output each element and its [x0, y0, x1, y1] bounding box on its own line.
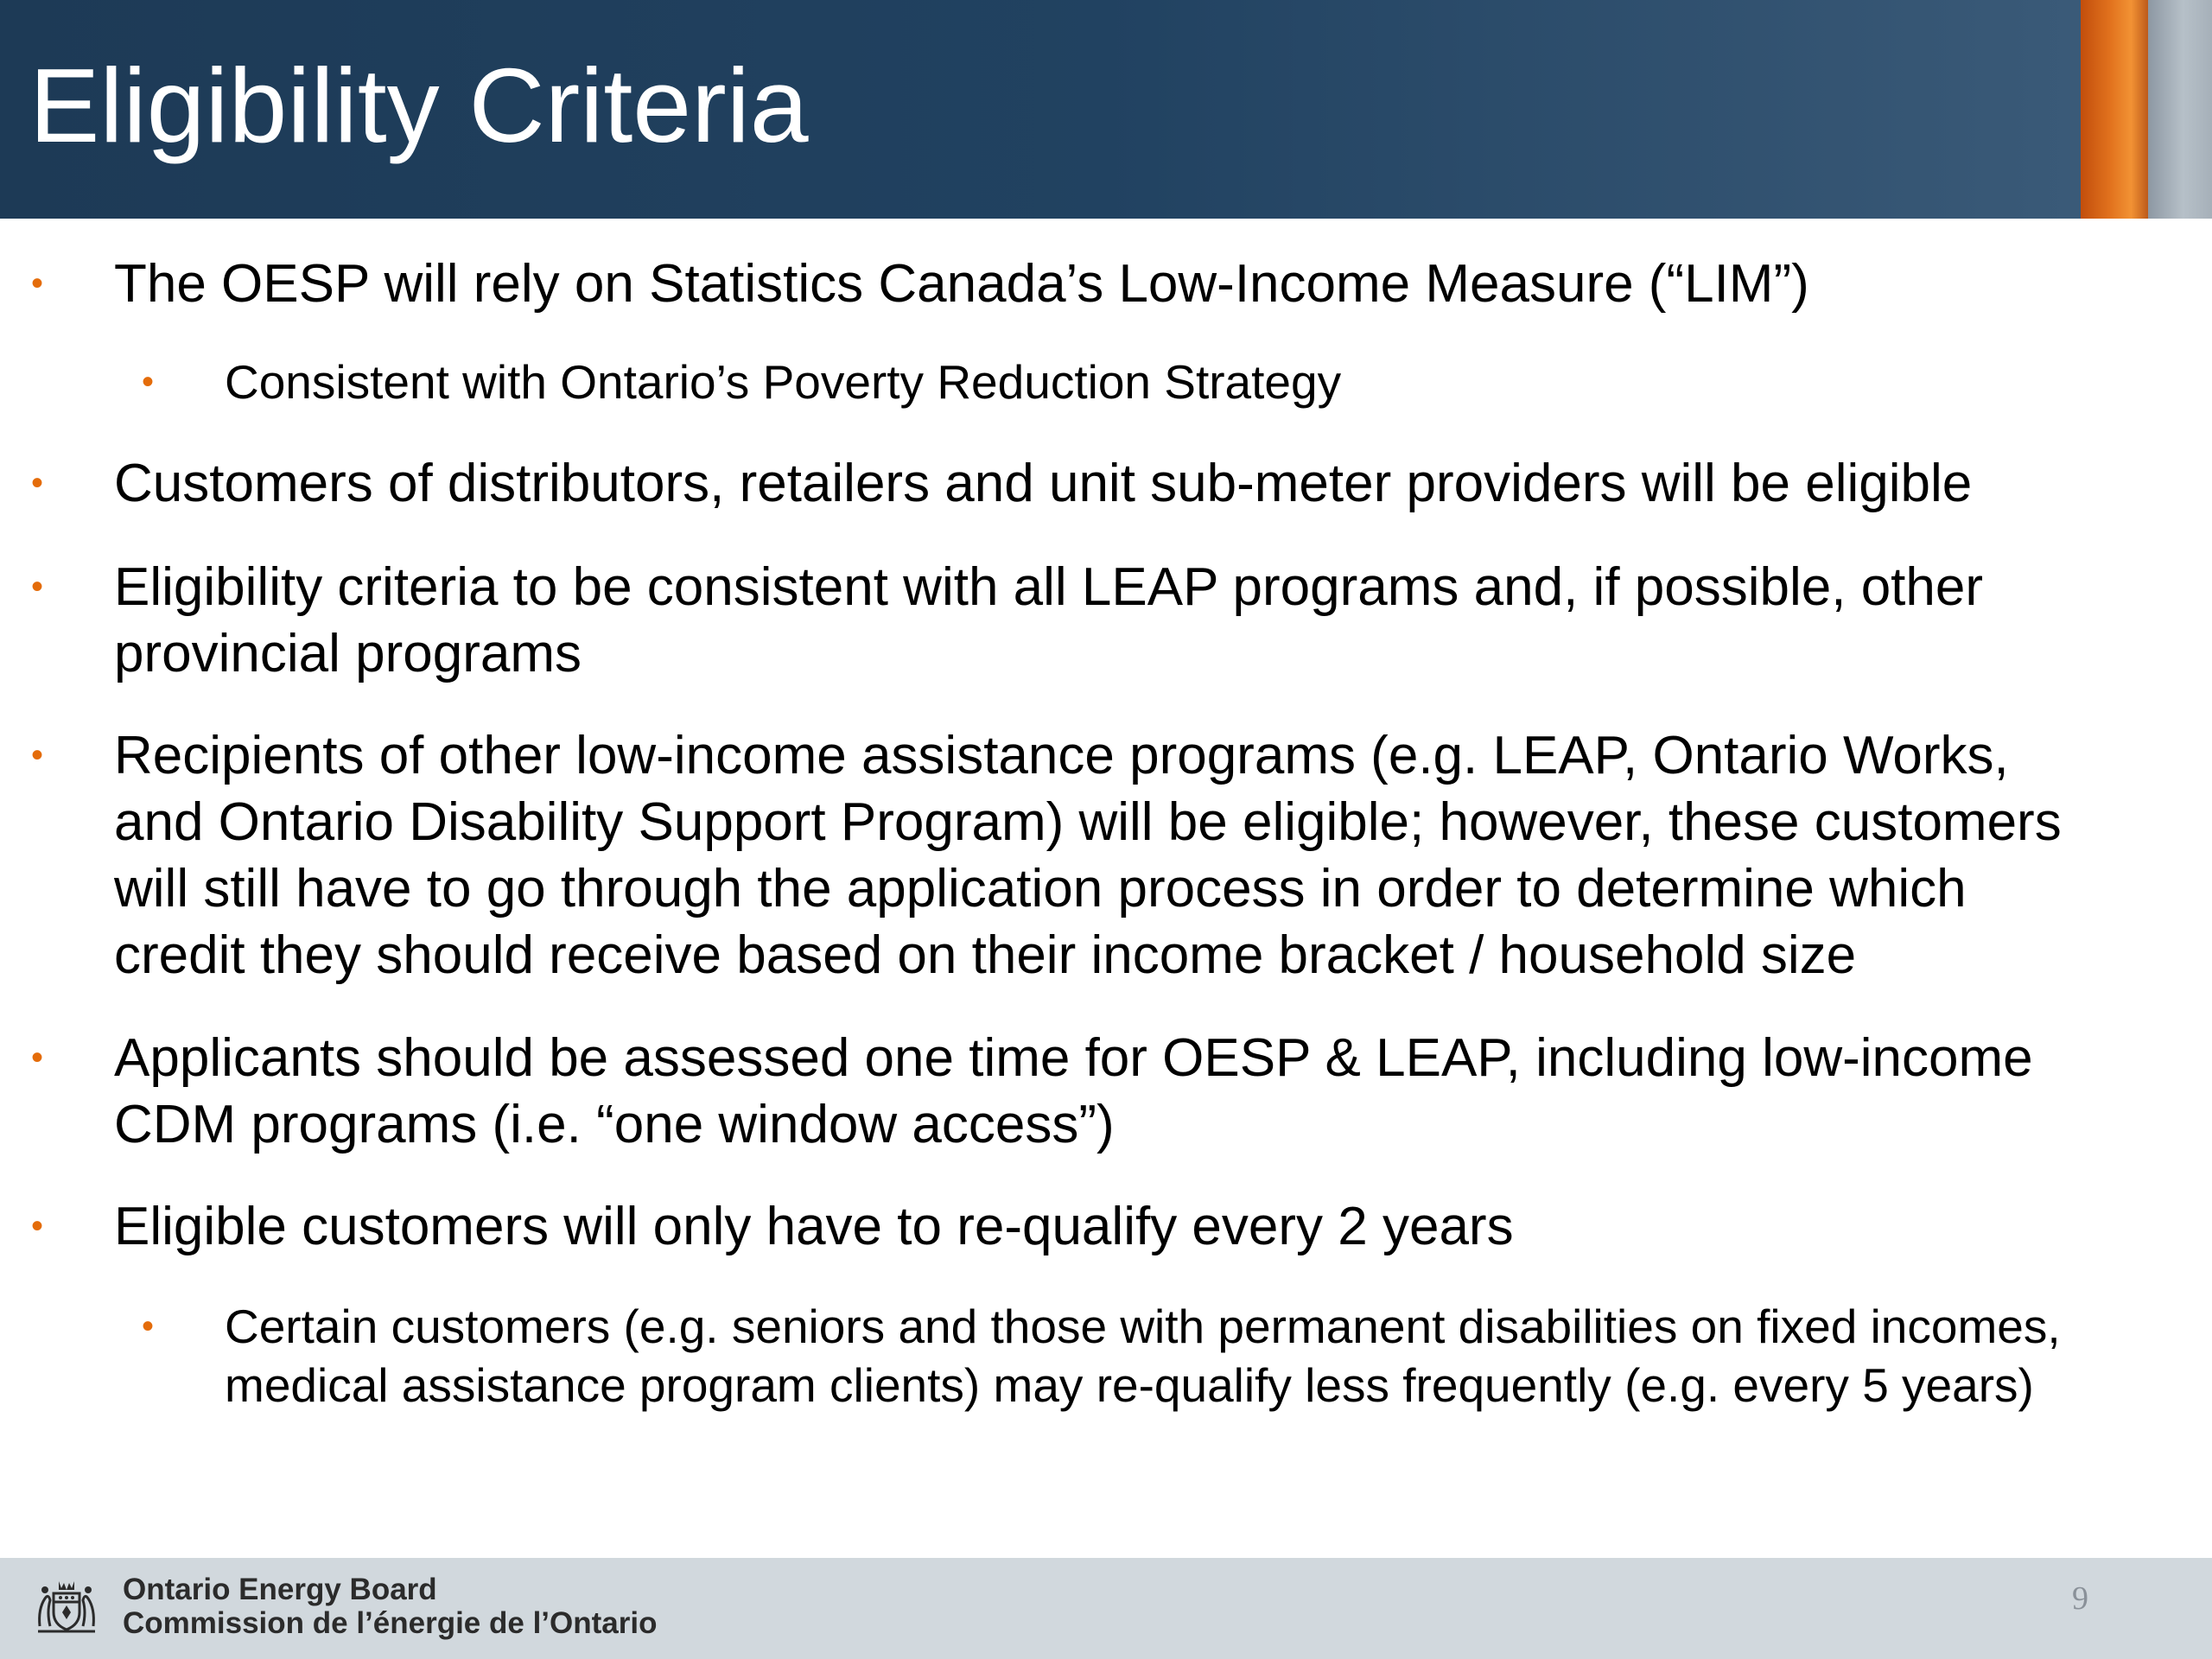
bullet-item [31, 1025, 2033, 1158]
bullet-text: Consistent with Ontario’s Poverty Reduction Strategy [225, 355, 1342, 409]
bullet-dot-icon: • [31, 736, 44, 774]
bullet-text: and Ontario Disability Support Program) will be eligible; however, these customers [114, 792, 2062, 852]
sub-bullet-item [142, 1297, 2061, 1414]
page-number: 9 [2072, 1580, 2088, 1617]
bullet-dot-icon: • [142, 363, 155, 401]
bullet-text: Customers of distributors, retailers and unit sub-meter providers will be eligible [114, 454, 1973, 513]
slide-header [0, 0, 2212, 219]
bullet-item [31, 251, 1809, 317]
header-accent-grey [2148, 0, 2212, 219]
bullet-text: Applicants should be assessed one time for OESP & LEAP, including low-income [114, 1028, 2033, 1088]
org-name-en: Ontario Energy Board [123, 1573, 437, 1606]
bullet-dot-icon: • [31, 568, 44, 606]
slide-title: Eligibility Criteria [29, 47, 809, 164]
bullet-item [31, 722, 2062, 988]
bullet-text: CDM programs (i.e. “one window access”) [114, 1095, 1115, 1154]
bullet-item [31, 450, 1973, 517]
bullet-text: Eligible customers will only have to re-qualify every 2 years [114, 1197, 1514, 1256]
bullet-item [31, 554, 1984, 687]
bullet-text: medical assistance program clients) may re-qualify less frequently (e.g. every 5 years) [225, 1358, 2034, 1412]
bullet-dot-icon: • [31, 464, 44, 502]
bullet-dot-icon: • [31, 1039, 44, 1077]
bullet-text: provincial programs [114, 624, 582, 683]
bullet-text: Recipients of other low-income assistance programs (e.g. LEAP, Ontario Works, [114, 726, 2009, 785]
bullet-text: The OESP will rely on Statistics Canada’s Low-Income Measure (“LIM”) [114, 254, 1809, 314]
bullet-dot-icon: • [31, 1207, 44, 1245]
bullet-dot-icon: • [142, 1307, 155, 1345]
bullet-dot-icon: • [31, 264, 44, 302]
slide-footer [0, 1558, 2212, 1659]
bullet-item [31, 1193, 1514, 1260]
bullet-text: Eligibility criteria to be consistent with all LEAP programs and, if possible, other [114, 557, 1984, 617]
header-accent-orange [2081, 0, 2148, 219]
bullet-text: will still have to go through the application process in order to determine which [114, 859, 1967, 918]
bullet-text: Certain customers (e.g. seniors and those with permanent disabilities on fixed incomes, [225, 1300, 2061, 1353]
org-name-fr: Commission de l’énergie de l’Ontario [123, 1606, 658, 1640]
bullet-text: credit they should receive based on their income bracket / household size [114, 925, 1857, 985]
ontario-crest-icon [33, 1574, 100, 1640]
sub-bullet-item [142, 353, 1342, 411]
